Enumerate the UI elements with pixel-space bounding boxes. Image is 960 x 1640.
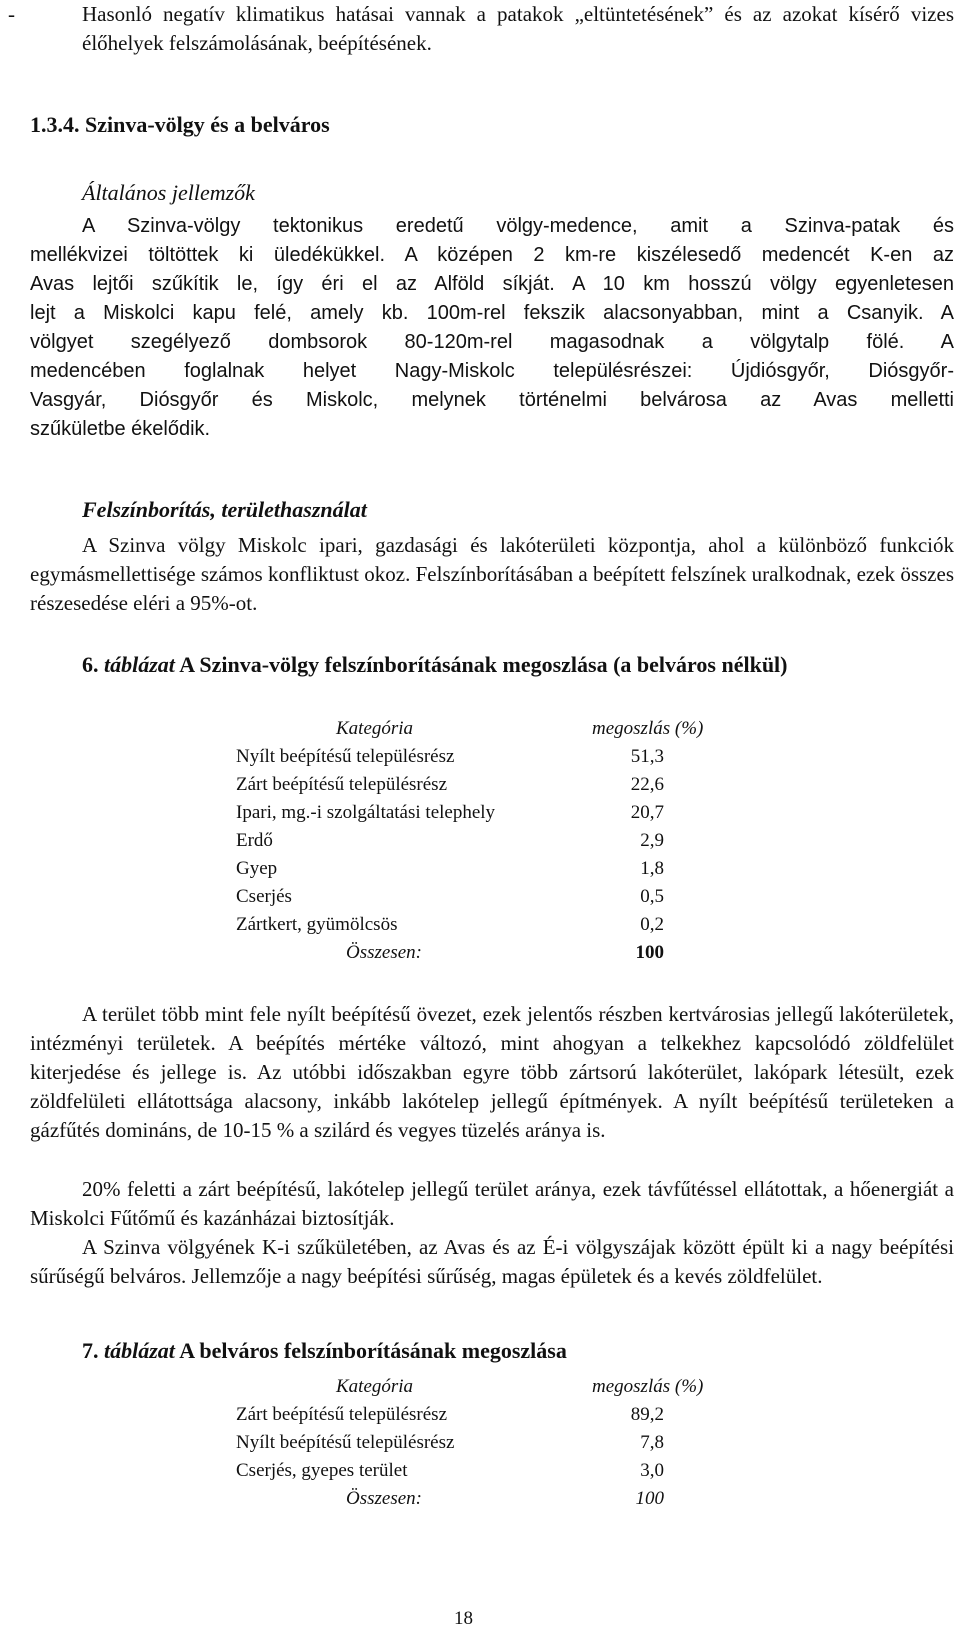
row-value: 0,5 [640, 886, 664, 907]
row-value: 3,0 [640, 1460, 664, 1481]
caption-word: táblázat [104, 652, 175, 677]
table-row [236, 744, 736, 770]
table-row [236, 1430, 736, 1456]
text-line: A Szinva-völgy tektonikus eredetű völgy-medence, amit a Szinva-patak és [82, 215, 954, 237]
table-row [236, 856, 736, 882]
header-category: Kategória [336, 1376, 414, 1397]
text-line: medencében foglalnak helyet Nagy-Miskolc településrészei: Újdiósgyőr, Diósgyőr- [30, 360, 954, 382]
row-category: Nyílt beépítésű településrész [236, 1432, 455, 1453]
table7-caption [82, 1338, 567, 1364]
table-row [236, 800, 736, 826]
row-value: 22,6 [630, 774, 664, 795]
row-category: Zártkert, gyümölcsös [236, 914, 398, 935]
header-share: megoszlás (%) [592, 718, 704, 739]
row-category: Zárt beépítésű településrész [236, 1404, 448, 1425]
text-line: völgyet szegélyező dombsorok 80-120m-rel magasodnak a völgytalp fölé. A [30, 331, 954, 353]
text-line: lejt a Miskolci kapu felé, amely kb. 100m-rel fekszik alacsonyabban, mint a Csanyik. A [30, 302, 954, 324]
row-value: 89,2 [630, 1404, 664, 1425]
table-header-row [336, 1374, 736, 1400]
page-number: 18 [454, 1608, 473, 1629]
bullet-text: Hasonló negatív klimatikus hatásai vannak a patakok „eltüntetésének” és az azokat kísérő vizes élőhelyek felszámolásának, beépítésének. [82, 2, 954, 55]
general-paragraph [30, 212, 954, 444]
body-paragraph-3: A Szinva völgyének K-i szűkületében, az Avas és az É-i völgyszájak között épült ki a nagy beépítési sűrűségű belváros. Jellemzője a nagy beépítési sűrűség, magas épületek és a kevés zöldfelület. [30, 1235, 954, 1288]
intro-bullet [82, 0, 954, 58]
bullet-marker: - [8, 2, 15, 26]
caption-title: A Szinva-völgy felszínborításának megoszlása (a belváros nélkül) [179, 652, 788, 677]
table-row [236, 1402, 736, 1428]
table-row [236, 884, 736, 910]
total-value: 100 [635, 1488, 664, 1509]
caption-title: A belváros felszínborításának megoszlása [179, 1338, 567, 1363]
row-category: Gyep [236, 858, 278, 879]
row-value: 7,8 [640, 1432, 664, 1453]
row-value: 2,9 [640, 830, 664, 851]
text-line: szűkületbe ékelődik. [30, 418, 211, 440]
total-label: Összesen: [346, 942, 422, 963]
header-category: Kategória [336, 718, 414, 739]
row-value: 0,2 [640, 914, 664, 935]
row-category: Zárt beépítésű településrész [236, 774, 448, 795]
body-paragraph-2: 20% feletti a zárt beépítésű, lakótelep jellegű terület aránya, ezek távfűtéssel ellátottak, a hőenergiát a Miskolci Fűtőmű és kazánházai biztosítják. [30, 1177, 954, 1230]
caption-number: 6. [82, 652, 99, 677]
general-title: Általános jellemzők [82, 180, 255, 205]
table6-caption [82, 652, 788, 678]
table-total-row [236, 1486, 736, 1512]
row-category: Ipari, mg.-i szolgáltatási telephely [236, 802, 496, 823]
table-row [236, 912, 736, 938]
table-row [236, 828, 736, 854]
text-line: mellékvizei töltöttek ki üledékükkel. A középen 2 km-re kiszélesedő medencét K-en az [30, 244, 954, 266]
row-category: Cserjés, gyepes terület [236, 1460, 408, 1481]
row-category: Nyílt beépítésű településrész [236, 746, 455, 767]
row-category: Cserjés [236, 886, 292, 907]
total-label: Összesen: [346, 1488, 422, 1509]
header-share: megoszlás (%) [592, 1376, 704, 1397]
row-value: 1,8 [640, 858, 664, 879]
table-row [236, 772, 736, 798]
text-line: Avas lejtői szűkítik le, így éri el az Alföld síkját. A 10 km hosszú völgy egyenletesen [30, 273, 954, 295]
total-value: 100 [635, 942, 664, 963]
landcover-paragraph: A Szinva völgy Miskolc ipari, gazdasági és lakóterületi központja, ahol a különböző funkciók egymásmellettisége számos konfliktust okoz. Felszínborításában a beépített felszínek uralkodnak, ezek összes részesedése eléri a 95%-ot. [30, 533, 954, 615]
caption-number: 7. [82, 1338, 99, 1363]
row-value: 20,7 [630, 802, 664, 823]
row-value: 51,3 [630, 746, 664, 767]
table-row [236, 1458, 736, 1484]
section-heading: 1.3.4. Szinva-völgy és a belváros [30, 112, 330, 137]
landcover-title: Felszínborítás, területhasználat [82, 497, 367, 522]
body-paragraph-1: A terület több mint fele nyílt beépítésű övezet, ezek jelentős részben kertvárosias jellegű lakóterületek, intézményi területek. A beépítés mértéke változó, mint ahogyan a telkekhez kapcsolódó zöldfelület kiterjedése és jellege is. Az utóbbi időszakban egyre több zártsorú lakóterület, lakópark létesült, ezek zöldfelületi ellátottsága alacsony, inkább lakótelep jellegű építmények. A nyílt beépítésű területeken a gázfűtés domináns, de 10-15 % a szilárd és vegyes tüzelés aránya is. [30, 1002, 954, 1142]
caption-word: táblázat [104, 1338, 175, 1363]
table-total-row [236, 940, 736, 966]
text-line: Vasgyár, Diósgyőr és Miskolc, melynek történelmi belvárosa az Avas melletti [30, 389, 954, 411]
table-header-row [336, 716, 736, 742]
row-category: Erdő [236, 830, 273, 851]
